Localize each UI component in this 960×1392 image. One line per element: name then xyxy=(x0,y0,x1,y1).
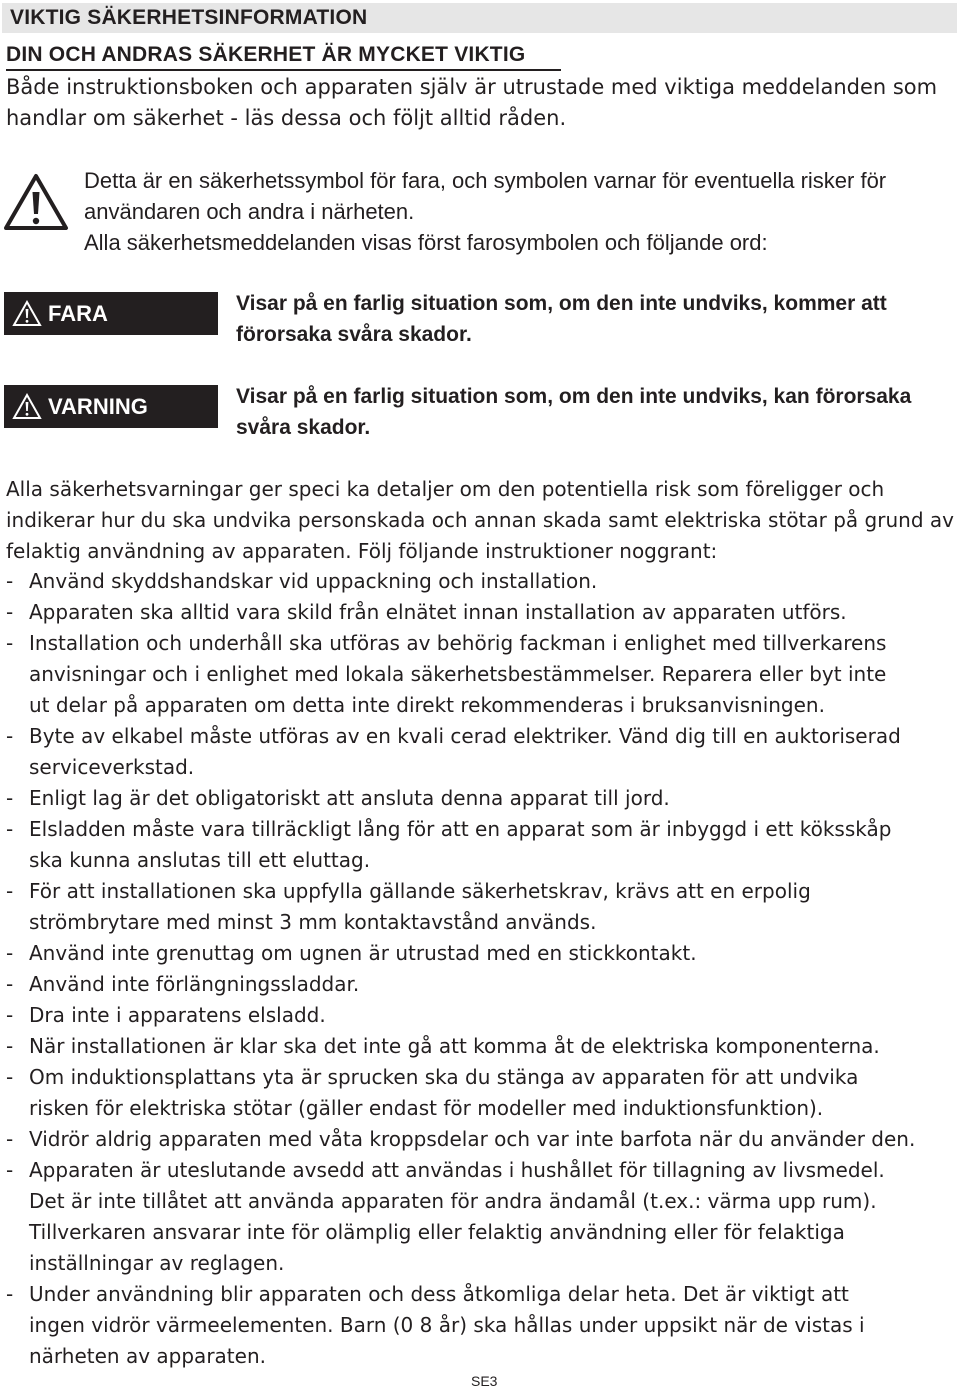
list-item: - Under användning blir apparaten och dess åtkomliga delar heta. Det är viktigt att ingen vidrör värmeelementen. Barn (0 8 år) ska hållas under uppsikt när de vistas i närheten av apparaten. xyxy=(6,1279,956,1372)
fara-badge xyxy=(4,292,218,335)
page-number: SE3 xyxy=(471,1373,498,1389)
list-item: - Apparaten är uteslutande avsedd att användas i hushållet för tillagning av livsmedel. Det är inte tillåtet att använda apparaten för andra ändamål (t.ex.: värma upp rum). Tillverkaren ansvarar inte för olämplig eller felaktig användning eller för felaktiga inställningar av reglagen. xyxy=(6,1155,956,1279)
fara-description: Visar på en farlig situation som, om den inte undviks, kommer att förorsaka svåra skador. xyxy=(236,292,887,346)
subtitle-underline xyxy=(6,69,561,71)
fara-label: FARA xyxy=(48,300,108,326)
list-item: - Installation och underhåll ska utföras av behörig fackman i enlighet med tillverkarens anvisningar och i enlighet med lokala säkerhetsbestämmelser. Reparera eller byt inte ut delar på apparaten om detta inte direkt rekommenderas i bruksanvisningen. xyxy=(6,628,956,721)
list-item: - Vidrör aldrig apparaten med våta kroppsdelar och var inte barfota när du använder den. xyxy=(6,1124,956,1155)
warning-triangle-icon xyxy=(12,300,42,327)
varning-label: VARNING xyxy=(48,393,148,419)
varning-badge xyxy=(4,385,218,428)
warnings-paragraph: Alla säkerhetsvarningar ger speci ka detaljer om den potentiella risk som föreligger och indikerar hur du ska undvika personskada och annan skada samt elektriska stötar på grund av felaktig användning av apparaten. Följ följande instruktioner noggrant: xyxy=(6,477,954,563)
safety-instructions-list xyxy=(6,566,956,1372)
list-item: - Använd skyddshandskar vid uppackning och installation. xyxy=(6,566,956,597)
warning-triangle-icon xyxy=(2,172,70,232)
list-item: - Använd inte grenuttag om ugnen är utrustad med en stickkontakt. xyxy=(6,938,956,969)
warning-triangle-icon xyxy=(12,393,42,420)
intro-paragraph: Både instruktionsboken och apparaten själv är utrustade med viktiga meddelanden som handlar om säkerhet - läs dessa och följt alltid råden. xyxy=(6,75,938,130)
list-item: - För att installationen ska uppfylla gällande säkerhetskrav, krävs att en erpolig strömbrytare med minst 3 mm kontaktavstånd används. xyxy=(6,876,956,938)
section-subtitle: DIN OCH ANDRAS SÄKERHET ÄR MYCKET VIKTIG xyxy=(6,43,526,66)
list-item: - När installationen är klar ska det inte gå att komma åt de elektriska komponenterna. xyxy=(6,1031,956,1062)
page-title: VIKTIG SÄKERHETSINFORMATION xyxy=(2,3,957,33)
list-item: - Använd inte förlängningssladdar. xyxy=(6,969,956,1000)
list-item: - Dra inte i apparatens elsladd. xyxy=(6,1000,956,1031)
varning-description: Visar på en farlig situation som, om den inte undviks, kan förorsaka svåra skador. xyxy=(236,385,912,439)
safety-symbol-explanation xyxy=(84,165,954,258)
symbol-description: Detta är en säkerhetssymbol för fara, och symbolen varnar för eventuella risker för användaren och andra i närheten. xyxy=(84,168,887,224)
list-item: - Enligt lag är det obligatoriskt att ansluta denna apparat till jord. xyxy=(6,783,956,814)
symbol-words-intro: Alla säkerhetsmeddelanden visas först farosymbolen och följande ord: xyxy=(84,230,768,255)
list-item: - Byte av elkabel måste utföras av en kvali cerad elektriker. Vänd dig till en auktoriserad serviceverkstad. xyxy=(6,721,956,783)
list-item: - Om induktionsplattans yta är sprucken ska du stänga av apparaten för att undvika risken för elektriska stötar (gäller endast för modeller med induktionsfunktion). xyxy=(6,1062,956,1124)
list-item: - Apparaten ska alltid vara skild från elnätet innan installation av apparaten utförs. xyxy=(6,597,956,628)
list-item: - Elsladden måste vara tillräckligt lång för att en apparat som är inbyggd i ett köksskåp ska kunna anslutas till ett eluttag. xyxy=(6,814,956,876)
